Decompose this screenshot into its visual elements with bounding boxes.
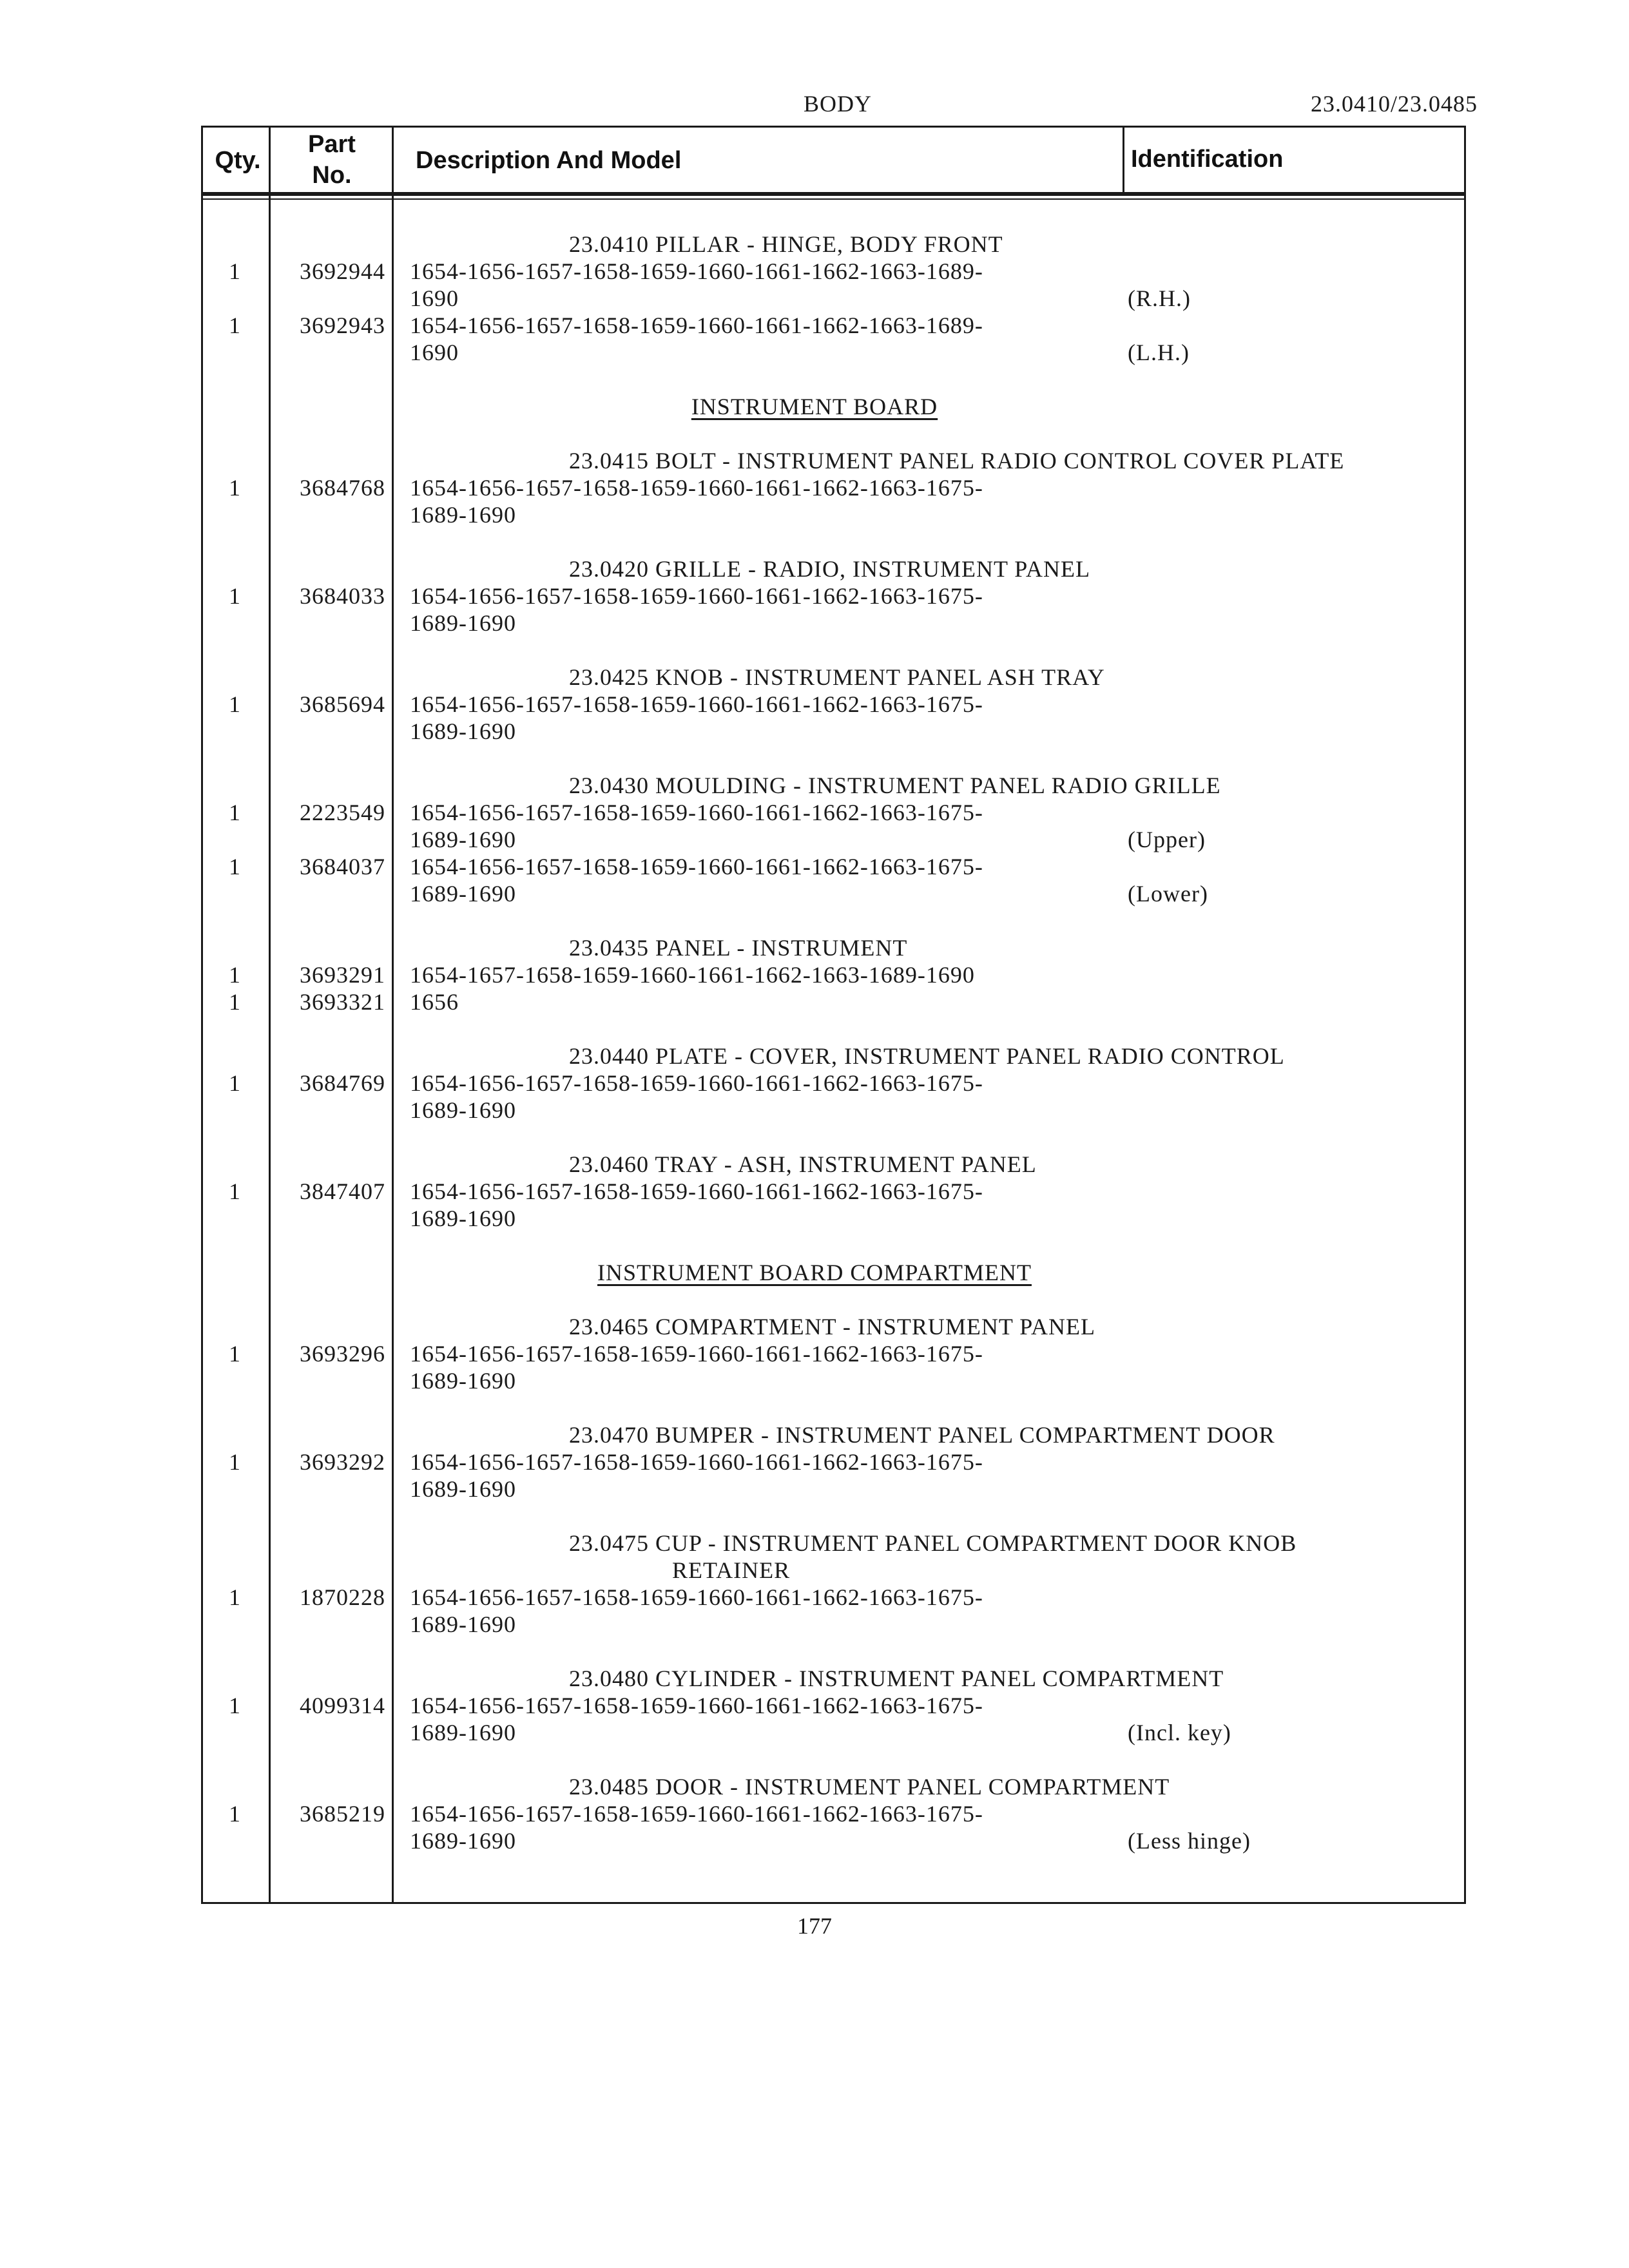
- model-list-cell: 1689-1690: [410, 1368, 516, 1394]
- qty-cell: 1: [229, 691, 241, 717]
- part-number-cell: 3684768: [300, 475, 385, 501]
- item-heading: 23.0440 PLATE - COVER, INSTRUMENT PANEL RADIO CONTROL: [569, 1043, 1285, 1069]
- model-list-cell: 1654-1656-1657-1658-1659-1660-1661-1662-1663-1689-: [410, 258, 983, 284]
- qty-cell: 1: [229, 312, 241, 338]
- qty-cell: 1: [229, 1070, 241, 1096]
- model-list-cell: 1689-1690: [410, 718, 516, 744]
- identification-column-header: Identification: [1131, 146, 1284, 173]
- qty-cell: 1: [229, 1584, 241, 1610]
- item-heading: 23.0475 CUP - INSTRUMENT PANEL COMPARTMENT DOOR KNOB: [569, 1530, 1297, 1556]
- qty-cell: 1: [229, 1449, 241, 1475]
- qty-cell: 1: [229, 854, 241, 879]
- model-list-cell: 1656: [410, 989, 459, 1015]
- model-list-cell: 1654-1657-1658-1659-1660-1661-1662-1663-1689-1690: [410, 962, 975, 988]
- qty-cell: 1: [229, 1801, 241, 1827]
- qty-column-header: Qty.: [215, 147, 261, 174]
- part-number-cell: 4099314: [300, 1693, 385, 1718]
- model-list-cell: 1690: [410, 340, 459, 365]
- part-number-cell: 3693291: [300, 962, 385, 988]
- model-list-cell: 1654-1656-1657-1658-1659-1660-1661-1662-1663-1675-: [410, 1801, 983, 1827]
- part-number-cell: 3693321: [300, 989, 385, 1015]
- model-list-cell: 1654-1656-1657-1658-1659-1660-1661-1662-1663-1675-: [410, 583, 983, 609]
- part-header-line-1: Part: [308, 131, 356, 158]
- part-number-cell: 3685694: [300, 691, 385, 717]
- model-list-cell: 1654-1656-1657-1658-1659-1660-1661-1662-1663-1675-: [410, 1178, 983, 1204]
- model-list-cell: 1654-1656-1657-1658-1659-1660-1661-1662-1663-1675-: [410, 475, 983, 501]
- identification-cell: (Upper): [1128, 827, 1206, 852]
- section-title: BODY: [803, 91, 872, 117]
- item-heading: 23.0470 BUMPER - INSTRUMENT PANEL COMPARTMENT DOOR: [569, 1422, 1275, 1448]
- item-heading: 23.0435 PANEL - INSTRUMENT: [569, 935, 908, 961]
- qty-cell: 1: [229, 1341, 241, 1367]
- model-list-cell: 1689-1690: [410, 1097, 516, 1123]
- part-number-cell: 3693296: [300, 1341, 385, 1367]
- model-list-cell: 1654-1656-1657-1658-1659-1660-1661-1662-1663-1675-: [410, 691, 983, 717]
- page-range: 23.0410/23.0485: [1310, 91, 1478, 117]
- model-list-cell: 1654-1656-1657-1658-1659-1660-1661-1662-1663-1675-: [410, 854, 983, 879]
- qty-cell: 1: [229, 1693, 241, 1718]
- identification-cell: (Lower): [1128, 881, 1208, 907]
- part-number-cell: 3693292: [300, 1449, 385, 1475]
- section-heading: INSTRUMENT BOARD: [691, 394, 938, 419]
- qty-cell: 1: [229, 258, 241, 284]
- part-number-cell: 3685219: [300, 1801, 385, 1827]
- part-number-cell: 3684037: [300, 854, 385, 879]
- part-number-cell: 3684033: [300, 583, 385, 609]
- model-list-cell: 1689-1690: [410, 1828, 516, 1854]
- model-list-cell: 1654-1656-1657-1658-1659-1660-1661-1662-1663-1675-: [410, 1341, 983, 1367]
- part-number-cell: 3692943: [300, 312, 385, 338]
- identification-cell: (Less hinge): [1128, 1828, 1251, 1854]
- part-number-cell: 3684769: [300, 1070, 385, 1096]
- item-heading: 23.0420 GRILLE - RADIO, INSTRUMENT PANEL: [569, 556, 1090, 582]
- model-list-cell: 1689-1690: [410, 1206, 516, 1231]
- item-heading: 23.0415 BOLT - INSTRUMENT PANEL RADIO CONTROL COVER PLATE: [569, 448, 1345, 474]
- item-heading: 23.0480 CYLINDER - INSTRUMENT PANEL COMPARTMENT: [569, 1666, 1224, 1691]
- section-heading: INSTRUMENT BOARD COMPARTMENT: [597, 1260, 1032, 1285]
- item-heading: 23.0465 COMPARTMENT - INSTRUMENT PANEL: [569, 1314, 1095, 1340]
- item-heading: 23.0460 TRAY - ASH, INSTRUMENT PANEL: [569, 1151, 1037, 1177]
- model-list-cell: 1654-1656-1657-1658-1659-1660-1661-1662-1663-1675-: [410, 800, 983, 825]
- item-heading: 23.0485 DOOR - INSTRUMENT PANEL COMPARTMENT: [569, 1774, 1170, 1800]
- qty-cell: 1: [229, 583, 241, 609]
- model-list-cell: 1654-1656-1657-1658-1659-1660-1661-1662-1663-1689-: [410, 312, 983, 338]
- qty-cell: 1: [229, 800, 241, 825]
- model-list-cell: 1654-1656-1657-1658-1659-1660-1661-1662-1663-1675-: [410, 1449, 983, 1475]
- model-list-cell: 1689-1690: [410, 1611, 516, 1637]
- model-list-cell: 1654-1656-1657-1658-1659-1660-1661-1662-1663-1675-: [410, 1693, 983, 1718]
- qty-cell: 1: [229, 962, 241, 988]
- part-number-cell: 1870228: [300, 1584, 385, 1610]
- model-list-cell: 1689-1690: [410, 881, 516, 907]
- part-header-line-2: No.: [312, 162, 352, 189]
- model-list-cell: 1690: [410, 285, 459, 311]
- item-heading: 23.0430 MOULDING - INSTRUMENT PANEL RADIO GRILLE: [569, 773, 1221, 798]
- model-list-cell: 1689-1690: [410, 502, 516, 528]
- identification-cell: (R.H.): [1128, 285, 1191, 311]
- model-list-cell: 1654-1656-1657-1658-1659-1660-1661-1662-1663-1675-: [410, 1584, 983, 1610]
- item-heading: 23.0410 PILLAR - HINGE, BODY FRONT: [569, 231, 1003, 257]
- page-number: 177: [797, 1913, 832, 1939]
- model-list-cell: 1689-1690: [410, 1720, 516, 1745]
- model-list-cell: 1654-1656-1657-1658-1659-1660-1661-1662-1663-1675-: [410, 1070, 983, 1096]
- item-heading: RETAINER: [672, 1557, 791, 1583]
- description-column-header: Description And Model: [416, 147, 682, 174]
- part-number-cell: 2223549: [300, 800, 385, 825]
- qty-cell: 1: [229, 989, 241, 1015]
- identification-cell: (Incl. key): [1128, 1720, 1231, 1745]
- model-list-cell: 1689-1690: [410, 610, 516, 636]
- identification-cell: (L.H.): [1128, 340, 1190, 365]
- part-number-cell: 3692944: [300, 258, 385, 284]
- part-number-cell: 3847407: [300, 1178, 385, 1204]
- qty-cell: 1: [229, 1178, 241, 1204]
- qty-cell: 1: [229, 475, 241, 501]
- model-list-cell: 1689-1690: [410, 827, 516, 852]
- item-heading: 23.0425 KNOB - INSTRUMENT PANEL ASH TRAY: [569, 664, 1105, 690]
- model-list-cell: 1689-1690: [410, 1476, 516, 1502]
